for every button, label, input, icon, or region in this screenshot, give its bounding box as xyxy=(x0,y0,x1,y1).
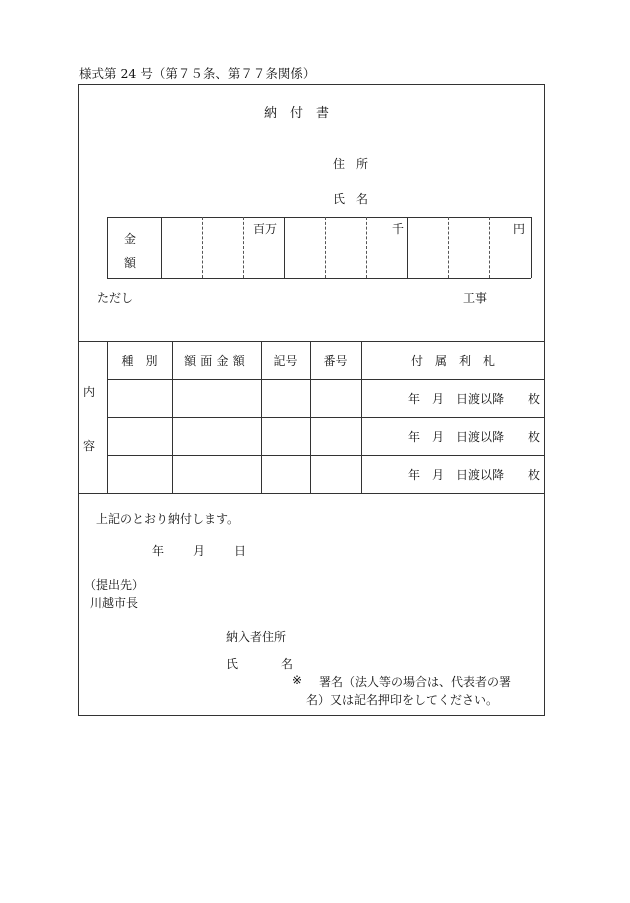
amount-label-bottom: 額 xyxy=(124,256,137,270)
unit-yen: 円 xyxy=(513,222,526,236)
submit-to-label: （提出先） xyxy=(84,578,145,592)
table-row-3-symbol[interactable] xyxy=(262,456,309,492)
note-line-2: 名）又は記名押印をしてください。 xyxy=(306,693,499,707)
column-header-number: 番号 xyxy=(323,353,348,368)
details-side-label-top: 内 xyxy=(83,385,96,399)
payer-address-label: 納入者住所 xyxy=(226,630,287,644)
proviso-label: ただし xyxy=(97,291,134,305)
column-header-coupon: 付 属 利 札 xyxy=(410,353,495,368)
payer-name-label-2: 名 xyxy=(281,657,294,671)
table-row-1-symbol[interactable] xyxy=(262,380,309,416)
submit-to: 川越市長 xyxy=(90,596,139,610)
statement: 上記のとおり納付します。 xyxy=(96,512,240,526)
unit-thousand: 千 xyxy=(392,222,405,236)
table-row-2-number[interactable] xyxy=(311,418,360,454)
table-row-2-coupon: 年 月 日渡以降 枚 xyxy=(407,429,540,444)
table-row-1-face-value[interactable] xyxy=(173,380,260,416)
address-label: 住 所 xyxy=(333,157,372,171)
table-row-1-kind[interactable] xyxy=(108,380,171,416)
table-row-2-symbol[interactable] xyxy=(262,418,309,454)
date-month: 月 xyxy=(193,544,206,558)
table-row-1-number[interactable] xyxy=(311,380,360,416)
proviso-suffix: 工事 xyxy=(463,291,488,305)
form-number: 様式第 24 号（第７５条、第７７条関係） xyxy=(79,66,316,81)
table-row-3-face-value[interactable] xyxy=(173,456,260,492)
table-row-3-number[interactable] xyxy=(311,456,360,492)
note-mark: ※ xyxy=(292,673,303,687)
column-header-kind: 種 別 xyxy=(121,353,158,368)
amount-label-top: 金 xyxy=(124,232,137,246)
table-row-1-coupon: 年 月 日渡以降 枚 xyxy=(407,391,540,406)
table-row-3-coupon: 年 月 日渡以降 枚 xyxy=(407,467,540,482)
payer-name-label-1: 氏 xyxy=(226,657,239,671)
column-header-face-value: 額面金額 xyxy=(184,353,249,368)
column-header-symbol: 記号 xyxy=(273,353,298,368)
date-day: 日 xyxy=(234,544,247,558)
table-row-2-kind[interactable] xyxy=(108,418,171,454)
table-row-2-face-value[interactable] xyxy=(173,418,260,454)
date-year: 年 xyxy=(152,544,165,558)
table-row-3-kind[interactable] xyxy=(108,456,171,492)
unit-million: 百万 xyxy=(253,222,278,236)
form-title: 納 付 書 xyxy=(264,106,330,121)
name-label: 氏 名 xyxy=(333,192,372,206)
note-line-1: 署名（法人等の場合は、代表者の署 xyxy=(319,675,512,689)
details-side-label-bottom: 容 xyxy=(83,439,96,453)
